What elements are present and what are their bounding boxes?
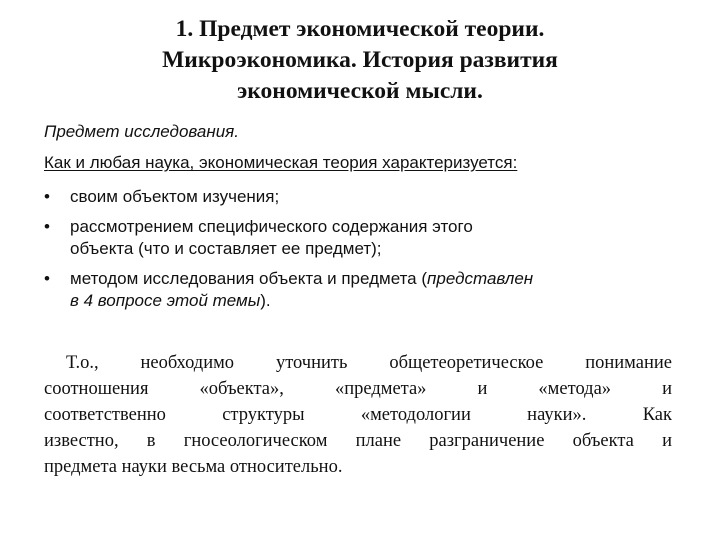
bullet-icon: • [44, 187, 50, 206]
paragraph-line: соответственно структуры «методологии науки». Как [44, 405, 672, 425]
title-line: 1. Предмет экономической теории. [175, 16, 545, 42]
bullet-italic-text: представлен [427, 269, 534, 288]
bullet-icon: • [44, 269, 50, 288]
paragraph-line: предмета науки весьма относительно. [44, 457, 343, 477]
list-item [44, 268, 684, 312]
bullet-text: ). [260, 291, 271, 310]
paragraph-line: соотношения «объекта», «предмета» и «метода» и [44, 379, 672, 399]
bullet-italic-text: в 4 вопросе этой темы [70, 291, 261, 310]
list-item [44, 216, 684, 260]
bullet-icon: • [44, 217, 50, 236]
slide-title [60, 14, 660, 107]
bullet-text: методом исследования объекта и предмета ( [70, 269, 428, 288]
list-item [44, 186, 684, 208]
bullet-text: рассмотрением специфического содержания этого [70, 217, 473, 236]
paragraph-line: известно, в гносеологическом плане разграничение объекта и [44, 431, 672, 451]
title-line: Микроэкономика. История развития [162, 47, 558, 73]
bullet-text-line [70, 268, 684, 290]
paragraph-line: Т.о., необходимо уточнить общетеоретическое понимание [66, 353, 672, 373]
bullet-list [44, 186, 684, 320]
title-line: экономической мысли. [237, 78, 483, 104]
body-paragraph [44, 350, 672, 480]
bullet-text-line [70, 290, 684, 312]
bullet-text: объекта (что и составляет ее предмет); [70, 239, 382, 258]
lead-sentence: Как и любая наука, экономическая теория характеризуется: [44, 153, 518, 172]
bullet-text: своим объектом изучения; [70, 187, 280, 206]
section-subtitle: Предмет исследования. [44, 122, 239, 141]
